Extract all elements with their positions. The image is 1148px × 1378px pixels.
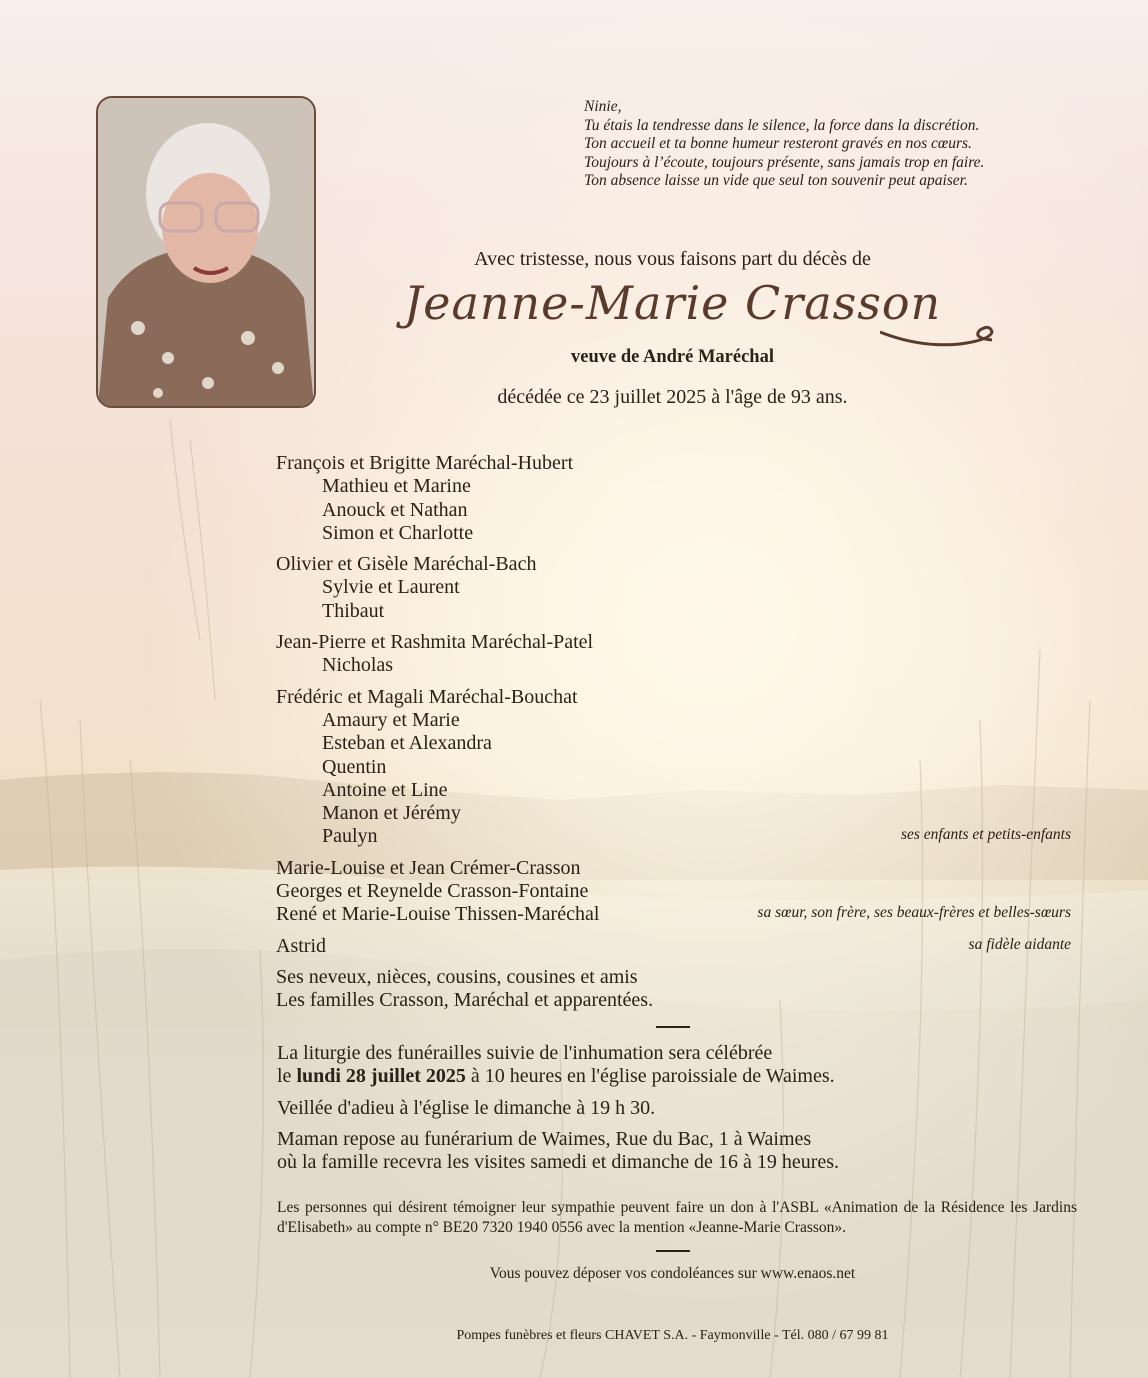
vigil-text: Veillée d'adieu à l'église le dimanche à 19 h 30. <box>277 1096 656 1119</box>
sibling-line: René et Marie-Louise Thissen-Maréchal <box>276 903 600 926</box>
family-group <box>276 553 1071 623</box>
liturgy-date: lundi 28 juillet 2025 <box>296 1065 466 1088</box>
poem-line: Tu étais la tendresse dans le silence, la force dans la discrétion. <box>584 116 980 134</box>
rest-line2: où la famille recevra les visites samedi et dimanche de 16 à 19 heures. <box>277 1151 840 1174</box>
donation-notice: Les personnes qui désirent témoigner leur sympathie peuvent faire un don à l'ASBL «Animation de la Résidence les Jardins d'Elisabeth» au compte n° BE20 7320 1940 0556 avec la mention «Jeanne-Marie Crasson». <box>277 1199 1077 1236</box>
siblings-role: sa sœur, son frère, ses beaux-frères et belles-sœurs <box>757 904 1071 922</box>
others-line: Les familles Crasson, Maréchal et apparentées. <box>276 989 654 1012</box>
liturgy-prefix: le <box>277 1065 297 1088</box>
liturgy-line1: La liturgie des funérailles suivie de l'inhumation sera célébrée <box>277 1042 773 1064</box>
family-child: Antoine et Line <box>322 778 448 801</box>
family-parents: Jean-Pierre et Rashmita Maréchal-Patel <box>276 631 594 654</box>
deceased-name: Jeanne-Marie Crasson <box>403 276 942 330</box>
family-parents: Frédéric et Magali Maréchal-Bouchat <box>276 685 578 708</box>
liturgy-suffix: à 10 heures en l'église paroissiale de Waimes. <box>465 1065 835 1088</box>
service-info <box>277 1042 1077 1182</box>
sibling-line: Georges et Reynelde Crasson-Fontaine <box>276 880 589 903</box>
condolences-text: Vous pouvez déposer vos condoléances sur www.enaos.net <box>489 1265 856 1282</box>
family-group <box>276 686 1071 849</box>
others-group <box>276 966 1071 1013</box>
children-role: ses enfants et petits-enfants <box>900 826 1071 844</box>
divider <box>656 1026 690 1028</box>
poem <box>584 98 1104 191</box>
poem-line: Ninie, <box>584 98 622 115</box>
family-parents: François et Brigitte Maréchal-Hubert <box>276 452 574 474</box>
family-child: Manon et Jérémy <box>322 802 461 825</box>
sibling-line: Marie-Louise et Jean Crémer-Crasson <box>276 856 581 879</box>
others-line: Ses neveux, nièces, cousins, cousines et amis <box>276 965 638 988</box>
caregiver-group <box>276 935 1071 958</box>
family-child: Nicholas <box>322 654 394 677</box>
family-child: Anouck et Nathan <box>322 498 468 521</box>
poem-line: Ton accueil et ta bonne humeur resteront gravés en nos cœurs. <box>584 135 972 152</box>
family-parents: Olivier et Gisèle Maréchal-Bach <box>276 553 537 576</box>
poem-line: Ton absence laisse un vide que seul ton souvenir peut apaiser. <box>584 172 968 189</box>
siblings-group <box>276 857 1071 927</box>
family-child: Sylvie et Laurent <box>322 576 460 599</box>
poem-line: Toujours à l’écoute, toujours présente, sans jamais trop en faire. <box>584 153 985 171</box>
family-child: Esteban et Alexandra <box>322 732 492 755</box>
family-list <box>276 452 1071 1021</box>
death-details: décédée ce 23 juillet 2025 à l'âge de 93 ans. <box>497 386 848 408</box>
family-group <box>276 631 1071 678</box>
family-child: Simon et Charlotte <box>322 521 474 544</box>
family-child: Quentin <box>322 755 387 778</box>
widow-of: veuve de André Maréchal <box>571 347 774 367</box>
undertaker-footer: Pompes funèbres et fleurs CHAVET S.A. - Faymonville - Tél. 080 / 67 99 81 <box>456 1328 889 1343</box>
caregiver-role: sa fidèle aidante <box>968 935 1071 953</box>
rest-text <box>277 1128 1077 1175</box>
family-child: Thibaut <box>322 599 385 622</box>
intro-text: Avec tristesse, nous vous faisons part du décès de <box>474 248 871 270</box>
family-child: Amaury et Marie <box>322 708 460 731</box>
rest-line1: Maman repose au funérarium de Waimes, Rue du Bac, 1 à Waimes <box>277 1127 812 1150</box>
family-child: Paulyn <box>322 825 378 848</box>
liturgy-text <box>277 1042 1077 1089</box>
divider <box>656 1250 690 1252</box>
caregiver-name: Astrid <box>276 934 326 957</box>
portrait-photo <box>96 96 316 408</box>
family-group <box>276 452 1071 545</box>
family-child: Mathieu et Marine <box>322 475 471 498</box>
